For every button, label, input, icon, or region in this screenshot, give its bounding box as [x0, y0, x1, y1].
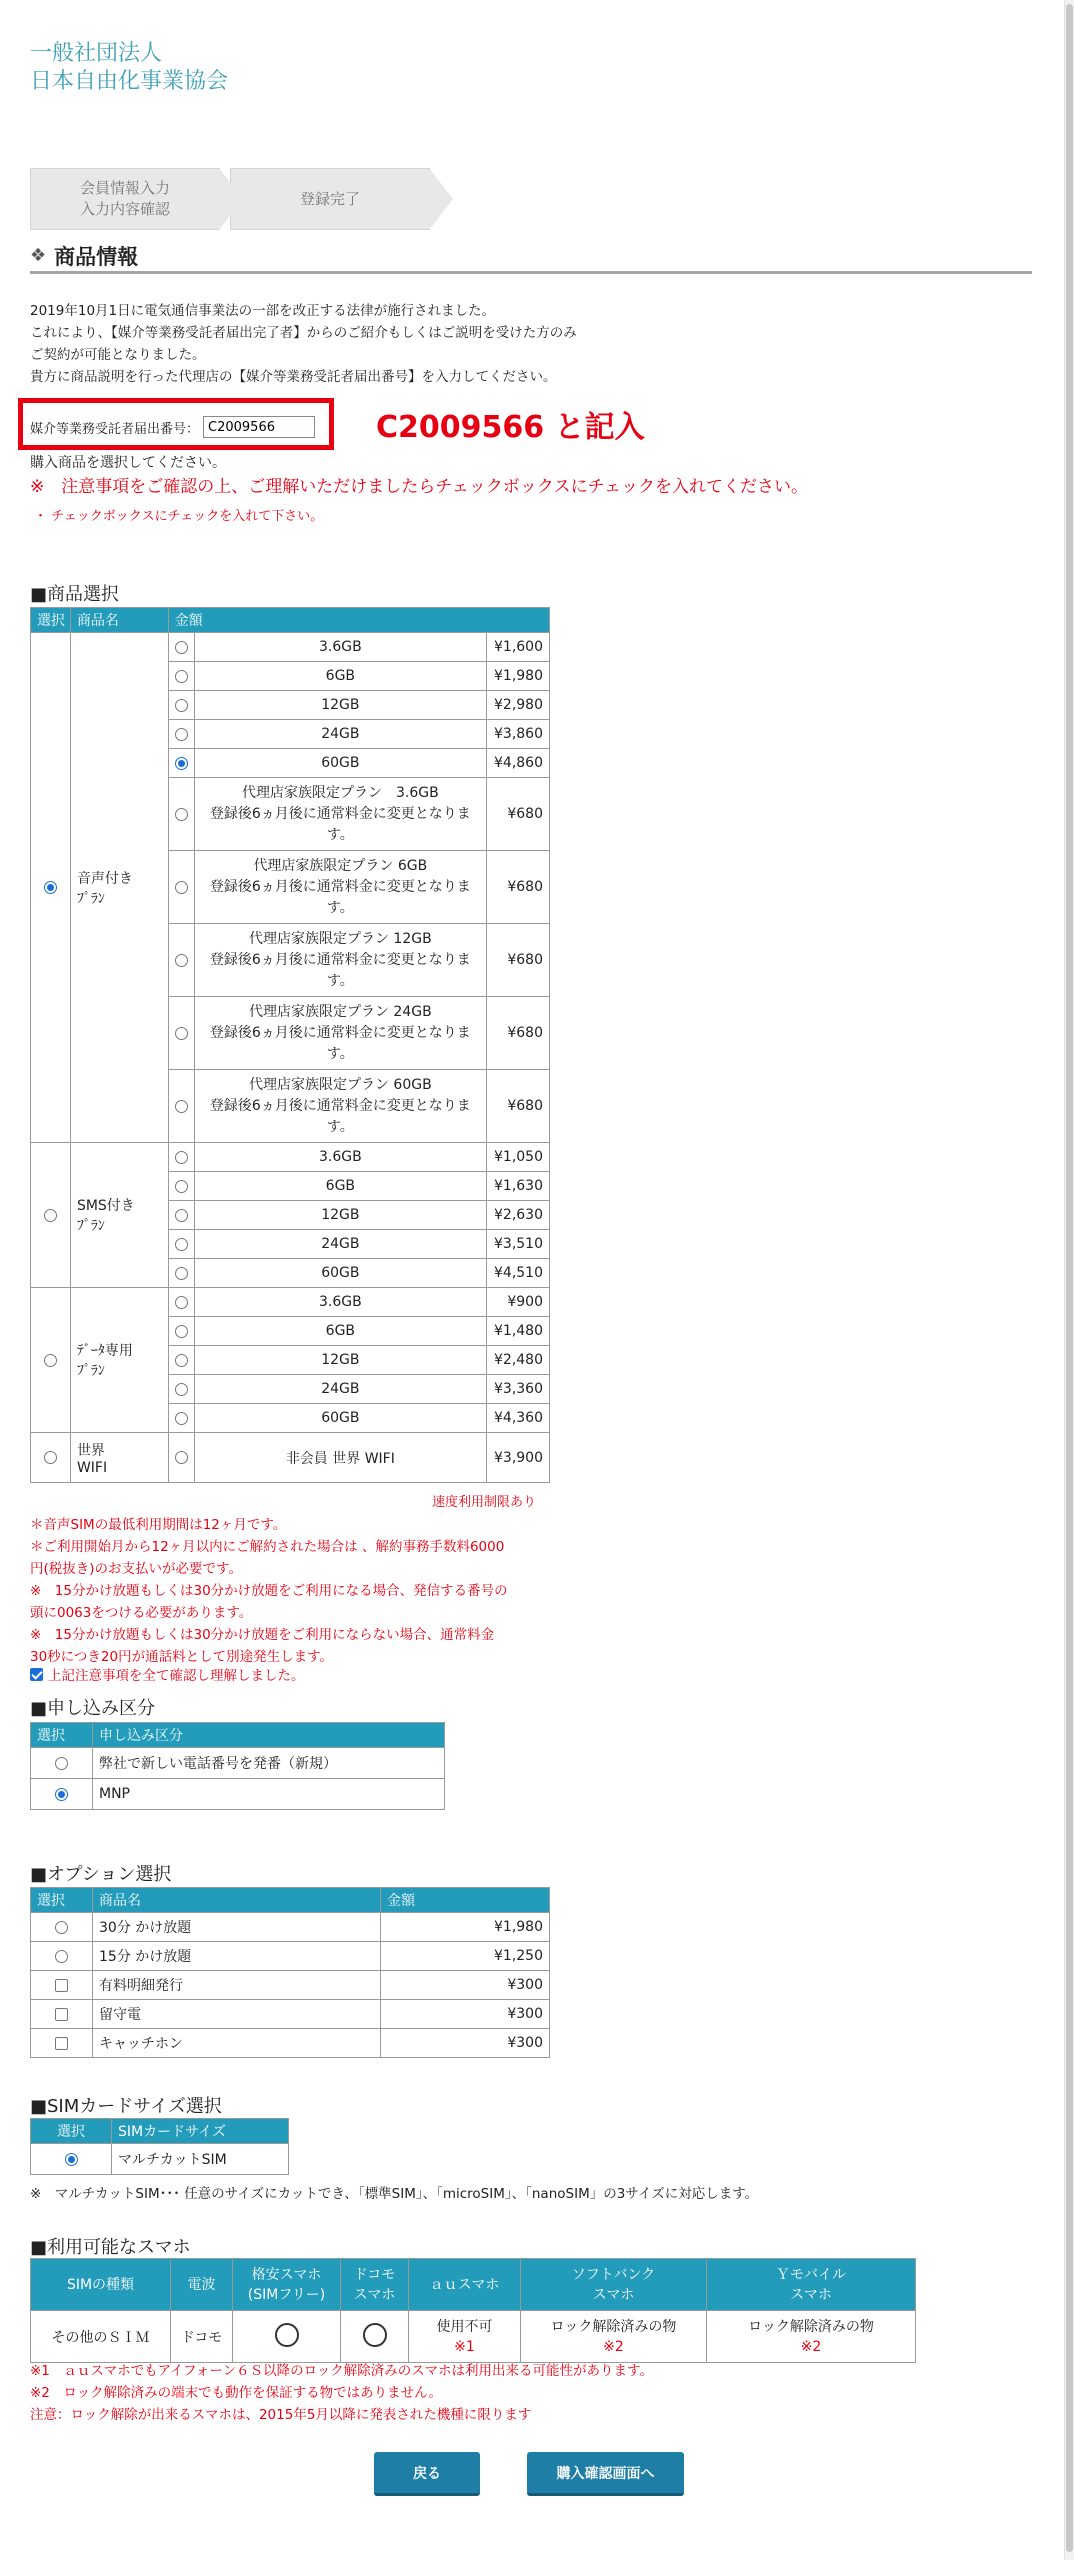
option-name: 有料明細発行: [93, 1971, 381, 2000]
table-header-row: [31, 1723, 445, 1748]
family-plan-line: す。: [326, 1118, 354, 1135]
table-row: [31, 1913, 550, 1942]
back-button[interactable]: 戻る: [374, 2452, 480, 2496]
plan-price: ¥4,510: [486, 1259, 549, 1288]
family-plan-line: 登録後6ヵ月後に通常料金に変更となりま: [209, 805, 471, 822]
scrollbar-thumb[interactable]: [1066, 4, 1073, 2552]
plan-radio[interactable]: [175, 670, 188, 683]
intro-line: これにより、【媒介等業務受託者届出完了者】からのご紹介もしくはご説明を受けた方のみ: [30, 325, 577, 341]
plan-price: ¥2,480: [486, 1346, 549, 1375]
phones-note: 注意：ロック解除が出来るスマホは、2015年5月以降に発表された機種に限ります: [30, 2407, 532, 2423]
family-plan-label: [194, 851, 486, 924]
mnp-radio[interactable]: [55, 1788, 68, 1801]
table-row: [31, 2144, 289, 2175]
au-note: ※1: [454, 2338, 475, 2355]
family-plan-label: [194, 997, 486, 1070]
section-title: [30, 240, 1032, 274]
family-plan-line: 代理店家族限定プラン 60GB: [248, 1076, 432, 1093]
wifi-plan-select[interactable]: [31, 1433, 71, 1483]
header-name: SIMカードサイズ: [112, 2119, 289, 2144]
header-cheap: [233, 2259, 341, 2311]
option-name: 留守電: [93, 2000, 381, 2029]
plan-radio[interactable]: [175, 1209, 188, 1222]
header-carrier: 電波: [171, 2259, 233, 2311]
sms-plan-radio[interactable]: [44, 1209, 57, 1222]
plan-radio[interactable]: [175, 954, 188, 967]
plan-price: ¥2,630: [486, 1201, 549, 1230]
sim-size: マルチカットSIM: [112, 2144, 289, 2175]
plan-radio[interactable]: [175, 1267, 188, 1280]
softbank-note: ※2: [603, 2338, 624, 2355]
plan-price: ¥2,980: [486, 691, 549, 720]
header-au: ａｕスマホ: [409, 2259, 521, 2311]
wifi-plan-radio[interactable]: [44, 1451, 57, 1464]
family-plan-line: 登録後6ヵ月後に通常料金に変更となりま: [209, 878, 471, 895]
header-line: スマホ: [592, 2286, 635, 2303]
agent-number-label: 媒介等業務受託者届出番号：: [30, 421, 200, 437]
plan-label: 6GB: [194, 662, 486, 691]
header-name: 商品名: [93, 1888, 381, 1913]
phones-notes: [30, 2360, 653, 2426]
plan-radio[interactable]: [175, 699, 188, 712]
plan-price: ¥1,600: [486, 633, 549, 662]
table-row: [31, 2311, 916, 2363]
step-member-info: [30, 168, 220, 230]
plan-label: 12GB: [194, 1346, 486, 1375]
section-title-text: 商品情報: [54, 244, 139, 269]
circle-icon: [363, 2323, 387, 2347]
note-line: 30秒につき20円が通話料として別途発生します。: [30, 1649, 334, 1665]
cheap-compatible: [233, 2311, 341, 2363]
sim-type: その他のＳＩＭ: [31, 2311, 171, 2363]
intro-line: 2019年10月1日に電気通信事業法の一部を改正する法律が施行されました。: [30, 303, 496, 319]
plan-name-line: WIFI: [76, 1459, 108, 1476]
header-docomo: [341, 2259, 409, 2311]
table-row: [31, 1288, 550, 1317]
option-price: ¥300: [381, 2029, 550, 2058]
header-select: 選択: [31, 608, 71, 633]
step1-label1: 会員情報入力: [79, 179, 170, 197]
table-header-row: [31, 2259, 916, 2311]
family-plan-line: 代理店家族限定プラン 3.6GB: [241, 784, 439, 801]
plan-radio[interactable]: [175, 1354, 188, 1367]
plan-label: 3.6GB: [194, 1143, 486, 1172]
note-line: ＊ご利用開始月から12ヶ月以内にご解約された場合は 、解約事務手数料6000: [30, 1539, 505, 1555]
plan-price: ¥680: [486, 997, 549, 1070]
data-plan-name: [70, 1288, 168, 1433]
plan-label: 3.6GB: [194, 1288, 486, 1317]
plan-price: ¥3,360: [486, 1375, 549, 1404]
sim-section-title: ■SIMカードサイズ選択: [30, 2096, 222, 2117]
plan-price: ¥1,980: [486, 662, 549, 691]
plan-label: 3.6GB: [194, 633, 486, 662]
header-line: スマホ: [790, 2286, 832, 2303]
table-row: [31, 1779, 445, 1810]
plan-name-line: ﾌﾟﾗﾝ: [76, 890, 105, 907]
table-header-row: [31, 608, 550, 633]
plan-price: ¥3,510: [486, 1230, 549, 1259]
plan-radio[interactable]: [175, 881, 188, 894]
plan-radio[interactable]: [175, 1451, 188, 1464]
family-plan-label: [194, 924, 486, 997]
header-select: 選択: [31, 1723, 93, 1748]
header-sim: SIMの種類: [31, 2259, 171, 2311]
plan-label: 12GB: [194, 691, 486, 720]
application-option: MNP: [93, 1779, 445, 1810]
step1-label2: 入力内容確認: [79, 200, 170, 218]
note-line: ※ 15分かけ放題もしくは30分かけ放題をご利用になる場合、発信する番号の: [30, 1583, 508, 1599]
family-plan-line: 代理店家族限定プラン 6GB: [253, 857, 428, 874]
au-compat: [409, 2311, 521, 2363]
docomo-compatible: [341, 2311, 409, 2363]
option-price: ¥1,980: [381, 1913, 550, 1942]
select-message: 購入商品を選択してください。: [30, 455, 226, 471]
phones-note: ※1 ａｕスマホでもアイフォーン６Ｓ以降のロック解除済みのスマホは利用出来る可能性があります。: [30, 2363, 653, 2379]
warning-message: ※ 注意事項をご確認の上、ご理解いただけましたらチェックボックスにチェックを入れてください。: [30, 477, 809, 497]
application-option: 弊社で新しい電話番号を発番（新規）: [93, 1748, 445, 1779]
application-table: [30, 1722, 445, 1810]
data-plan-radio[interactable]: [44, 1354, 57, 1367]
table-row: [31, 633, 550, 662]
phones-section-title: ■利用可能なスマホ: [30, 2237, 191, 2258]
family-plan-line: す。: [326, 1045, 354, 1062]
option-checkbox[interactable]: [55, 1979, 68, 1992]
intro-text: [30, 300, 690, 388]
option-price: ¥1,250: [381, 1942, 550, 1971]
plan-radio[interactable]: [175, 1151, 188, 1164]
plan-price: ¥1,480: [486, 1317, 549, 1346]
agree-checkbox[interactable]: [30, 1668, 43, 1681]
plan-label: 60GB: [194, 749, 486, 778]
wifi-plan-name: [70, 1433, 168, 1483]
plan-price: ¥900: [486, 1288, 549, 1317]
voice-plan-name: [70, 633, 168, 1143]
notes: [30, 1514, 560, 1668]
family-plan-line: 登録後6ヵ月後に通常料金に変更となりま: [209, 1097, 471, 1114]
sms-plan-select[interactable]: [31, 1143, 71, 1288]
option-radio[interactable]: [55, 1921, 68, 1934]
plan-price: ¥4,860: [486, 749, 549, 778]
progress-steps: [30, 168, 430, 232]
plan-price: ¥1,630: [486, 1172, 549, 1201]
plan-label: 60GB: [194, 1259, 486, 1288]
plan-radio[interactable]: [175, 1238, 188, 1251]
site-logo[interactable]: [30, 40, 228, 96]
table-row: [31, 1942, 550, 1971]
annotation-label: C2009566 と記入: [376, 410, 645, 445]
agree-row[interactable]: [30, 1664, 305, 1684]
plan-label: 非会員 世界 WIFI: [194, 1433, 486, 1483]
header-price: 金額: [168, 608, 549, 633]
plan-name-line: SMS付き: [76, 1198, 135, 1214]
error-message: ・ チェックボックスにチェックを入れて下さい。: [34, 509, 324, 524]
option-name: キャッチホン: [93, 2029, 381, 2058]
agree-label: 上記注意事項を全て確認し理解しました。: [48, 1668, 305, 1684]
option-table: [30, 1887, 550, 2058]
family-plan-line: 代理店家族限定プラン 24GB: [248, 1003, 432, 1020]
note-line: ＊音声SIMの最低利用期間は12ヶ月です。: [30, 1517, 287, 1533]
header-line: ソフトバンク: [571, 2266, 656, 2283]
family-plan-line: 登録後6ヵ月後に通常料金に変更となりま: [209, 951, 471, 968]
data-plan-select[interactable]: [31, 1288, 71, 1433]
plan-radio[interactable]: [175, 728, 188, 741]
speed-limit-note: 速度利用制限あり: [432, 1495, 537, 1510]
option-checkbox[interactable]: [55, 2037, 68, 2050]
note-line: ※ 15分かけ放題もしくは30分かけ放題をご利用にならない場合、通常料金: [30, 1627, 495, 1643]
plan-radio[interactable]: [175, 1100, 188, 1113]
plan-label: 24GB: [194, 720, 486, 749]
plan-label: 6GB: [194, 1172, 486, 1201]
option-radio[interactable]: [55, 1950, 68, 1963]
note-line: 頭に0063をつける必要があります。: [30, 1605, 253, 1621]
agent-number-row: [30, 416, 315, 438]
family-plan-line: す。: [326, 972, 354, 989]
voice-plan-select[interactable]: [31, 633, 71, 1143]
header-price: 金額: [381, 1888, 550, 1913]
table-row: [31, 1971, 550, 2000]
plan-radio[interactable]: [175, 1180, 188, 1193]
header-line: 格安スマホ: [251, 2266, 322, 2283]
family-plan-line: す。: [326, 826, 354, 843]
new-number-radio[interactable]: [55, 1757, 68, 1770]
page-scrollbar[interactable]: [1064, 0, 1074, 2560]
option-name: 15分 かけ放題: [93, 1942, 381, 1971]
logo-line2: 日本自由化事業協会: [30, 69, 229, 94]
au-status: 使用不可: [436, 2318, 493, 2335]
header-ymobile: [707, 2259, 916, 2311]
confirm-button[interactable]: 購入確認画面へ: [527, 2452, 684, 2496]
plan-label: 6GB: [194, 1317, 486, 1346]
table-header-row: [31, 1888, 550, 1913]
plan-name-line: ﾌﾟﾗﾝ: [76, 1218, 105, 1234]
plan-price: ¥680: [486, 851, 549, 924]
plan-name-line: ﾃﾞｰﾀ専用: [76, 1343, 133, 1359]
header-select: 選択: [31, 1888, 93, 1913]
product-table: [30, 607, 550, 1483]
table-row: [31, 1143, 550, 1172]
family-plan-label: [194, 1070, 486, 1143]
sim-radio[interactable]: [65, 2153, 78, 2166]
plan-price: ¥4,360: [486, 1404, 549, 1433]
option-checkbox[interactable]: [55, 2008, 68, 2021]
header-line: ドコモ: [353, 2266, 396, 2283]
intro-line: 貴方に商品説明を行った代理店の【媒介等業務受託者届出番号】を入力してください。: [30, 369, 557, 385]
table-header-row: [31, 2119, 289, 2144]
plan-label: 24GB: [194, 1375, 486, 1404]
family-plan-line: 代理店家族限定プラン 12GB: [248, 930, 432, 947]
family-plan-label: [194, 778, 486, 851]
option-section-title: ■オプション選択: [30, 1864, 172, 1885]
agent-number-input[interactable]: [203, 416, 315, 438]
table-row: [31, 2000, 550, 2029]
logo-line1: 一般社団法人: [30, 41, 163, 66]
ymobile-status: ロック解除済みの物: [748, 2318, 874, 2335]
plan-price: ¥3,860: [486, 720, 549, 749]
plan-price: ¥680: [486, 778, 549, 851]
sim-note: ※ マルチカットSIM･･･ 任意のサイズにカットでき、「標準SIM」、「microSIM」、「nanoSIM」の3サイズに対応します。: [30, 2186, 759, 2202]
softbank-status: ロック解除済みの物: [550, 2318, 677, 2335]
note-line: 円(税抜き)のお支払いが必要です。: [30, 1561, 242, 1577]
plan-radio[interactable]: [175, 1383, 188, 1396]
step-complete: 登録完了: [230, 168, 430, 230]
phones-note: ※2 ロック解除済みの端末でも動作を保証する物ではありません。: [30, 2385, 442, 2401]
plan-radio-selected[interactable]: [175, 757, 188, 770]
phones-table: [30, 2258, 916, 2363]
carrier: ドコモ: [171, 2311, 233, 2363]
family-plan-line: す。: [326, 899, 354, 916]
sms-plan-name: [70, 1143, 168, 1288]
header-name: 商品名: [70, 608, 168, 633]
product-section-title: ■商品選択: [30, 584, 120, 605]
plan-radio[interactable]: [175, 1027, 188, 1040]
ymobile-note: ※2: [800, 2338, 822, 2355]
plan-price: ¥3,900: [486, 1433, 549, 1483]
plan-price: ¥680: [486, 1070, 549, 1143]
plan-label: 24GB: [194, 1230, 486, 1259]
header-line: Ｙモバイル: [776, 2266, 846, 2283]
ymobile-compat: [707, 2311, 916, 2363]
diamond-icon: ❖: [30, 245, 47, 266]
header-softbank: [521, 2259, 707, 2311]
plan-label: 60GB: [194, 1404, 486, 1433]
header-line: スマホ: [353, 2286, 396, 2303]
plan-radio[interactable]: [175, 808, 188, 821]
plan-radio[interactable]: [175, 1325, 188, 1338]
header-name: 申し込み区分: [93, 1723, 445, 1748]
application-section-title: ■申し込み区分: [30, 1698, 156, 1719]
voice-plan-radio[interactable]: [44, 881, 57, 894]
plan-radio[interactable]: [175, 641, 188, 654]
plan-radio[interactable]: [175, 1412, 188, 1425]
plan-name-line: 世界: [76, 1442, 105, 1459]
option-price: ¥300: [381, 1971, 550, 2000]
plan-radio[interactable]: [175, 1296, 188, 1309]
plan-price: ¥680: [486, 924, 549, 997]
circle-icon: [275, 2323, 299, 2347]
family-plan-line: 登録後6ヵ月後に通常料金に変更となりま: [209, 1024, 471, 1041]
option-name: 30分 かけ放題: [93, 1913, 381, 1942]
table-row: [31, 1433, 550, 1483]
softbank-compat: [521, 2311, 707, 2363]
plan-label: 12GB: [194, 1201, 486, 1230]
table-row: [31, 2029, 550, 2058]
plan-name-line: ﾌﾟﾗﾝ: [76, 1363, 105, 1379]
plan-name-line: 音声付き: [76, 870, 133, 887]
sim-table: [30, 2118, 289, 2175]
table-row: [31, 1748, 445, 1779]
plan-price: ¥1,050: [486, 1143, 549, 1172]
option-price: ¥300: [381, 2000, 550, 2029]
header-line: (SIMフリー): [247, 2286, 326, 2303]
intro-line: ご契約が可能となりました。: [30, 347, 206, 363]
header-select: 選択: [31, 2119, 112, 2144]
